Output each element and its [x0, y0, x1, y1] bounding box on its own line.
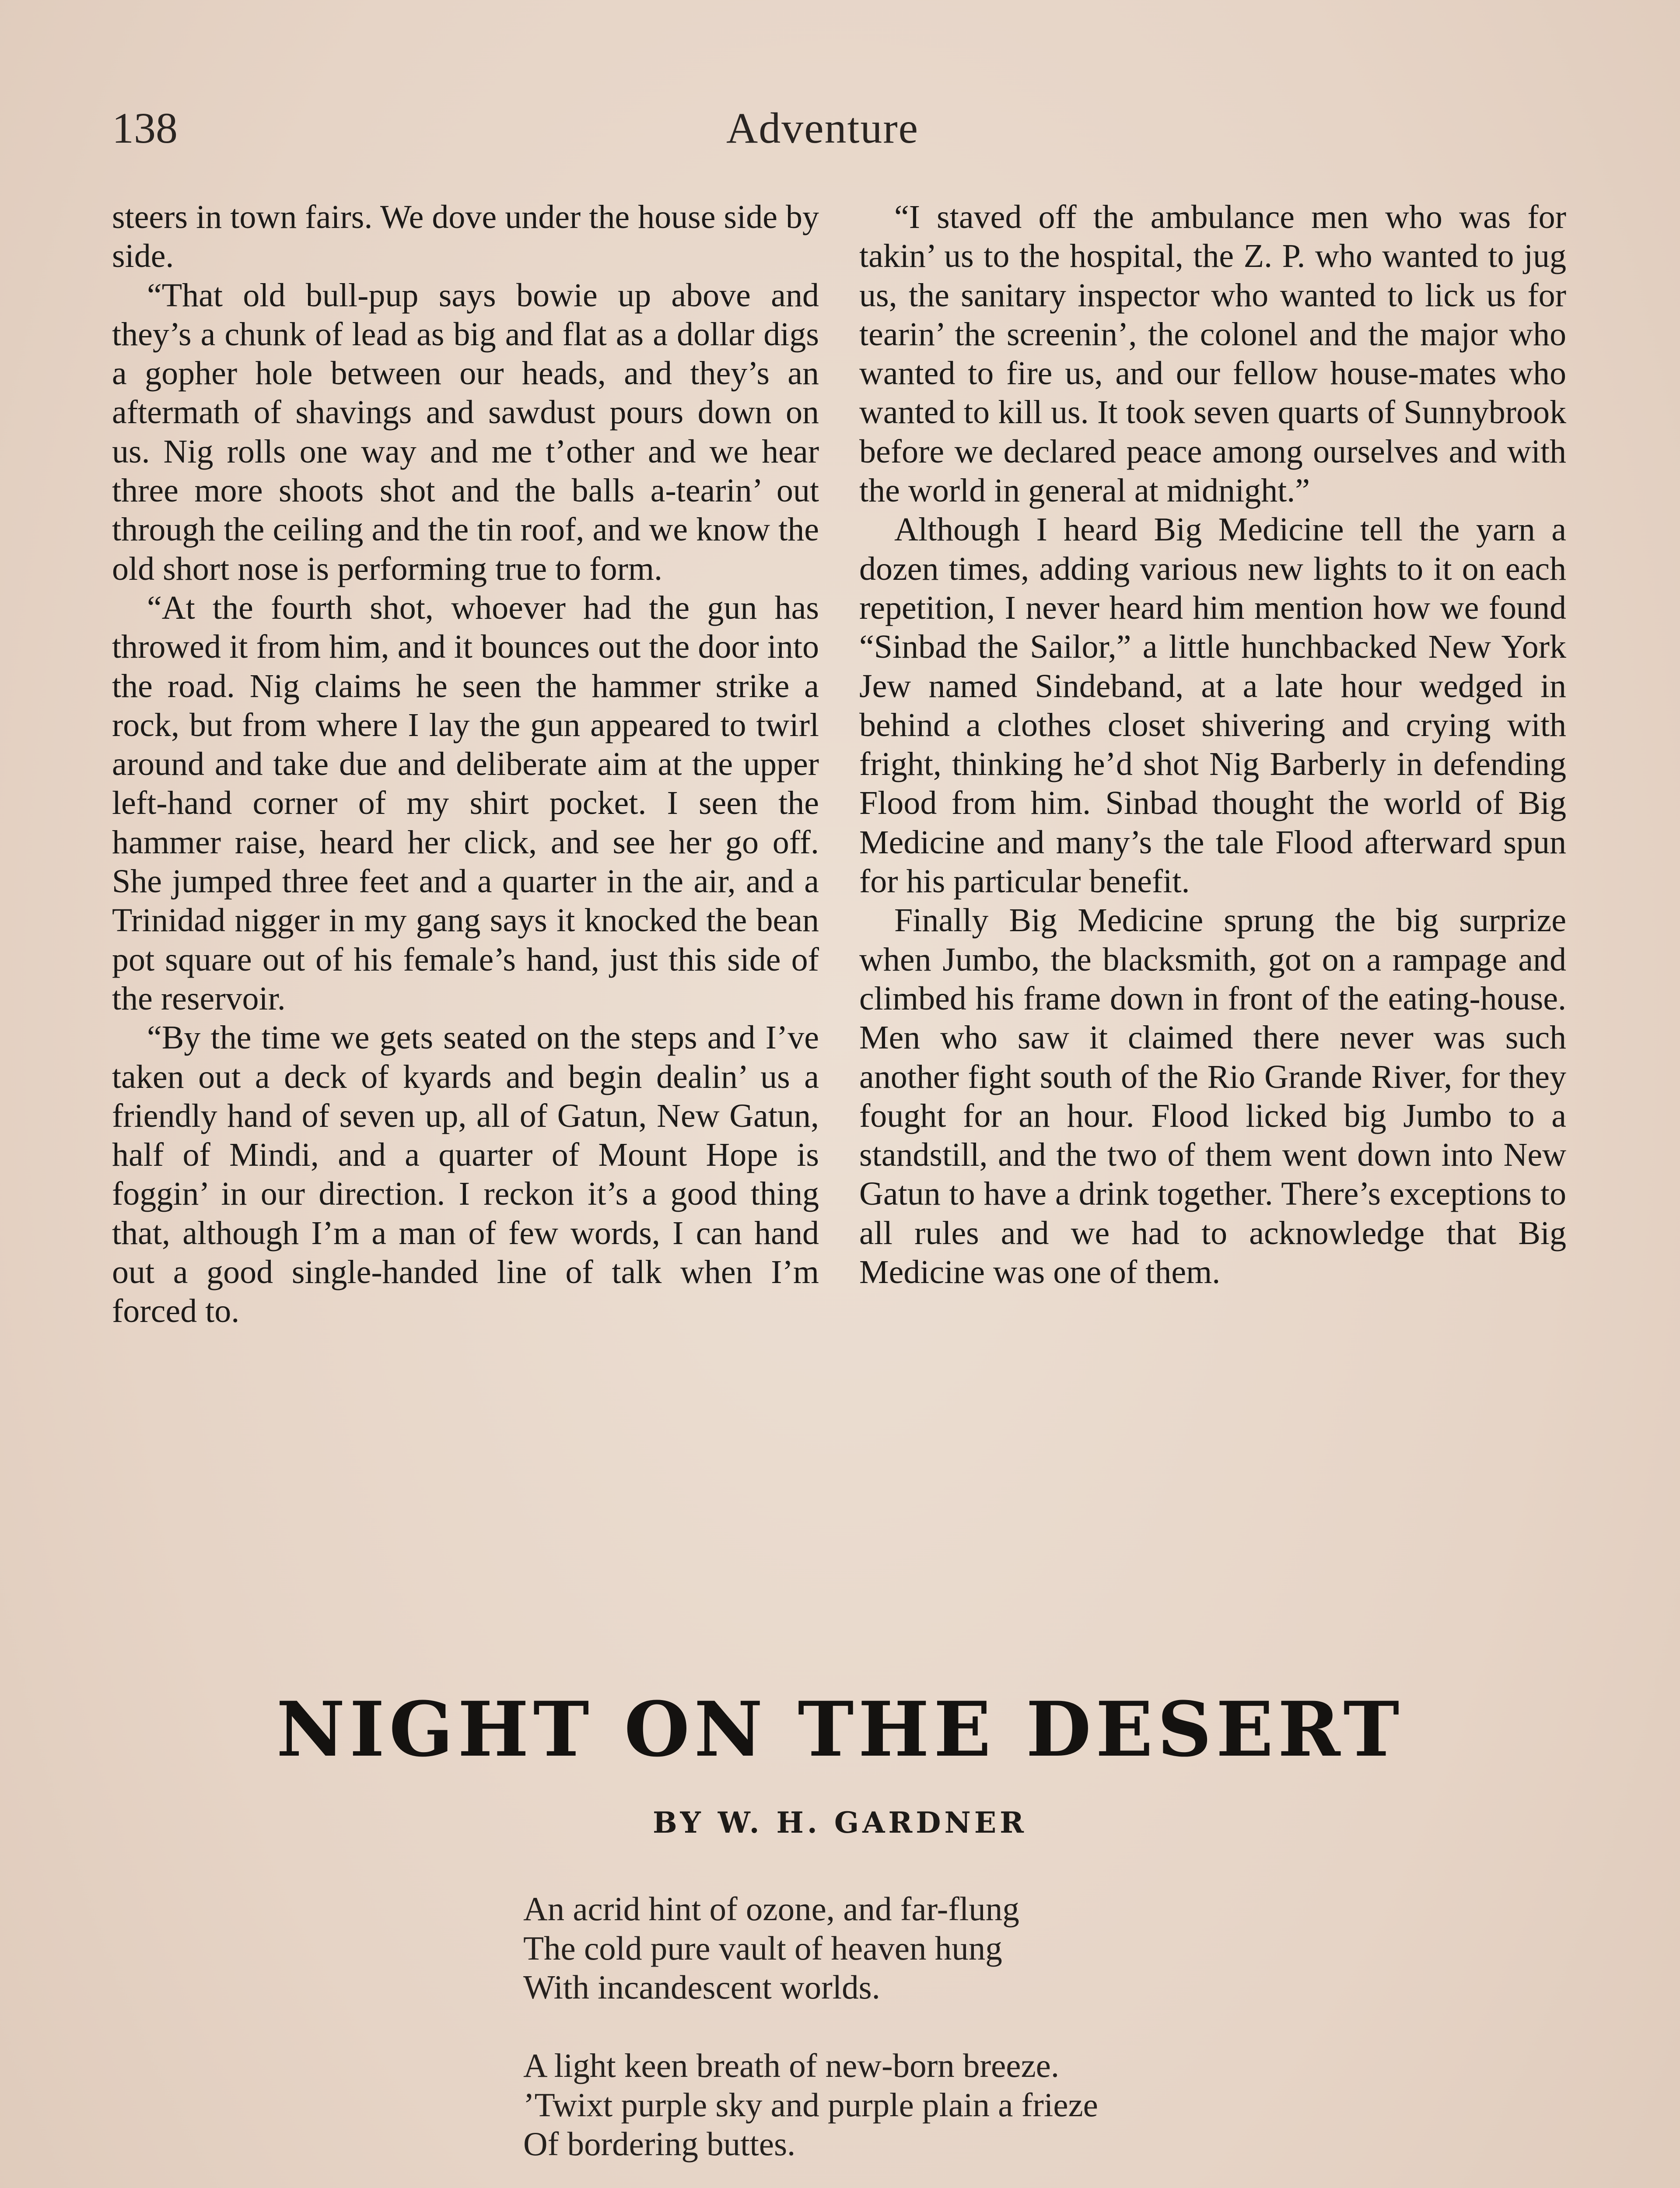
- poem-title: NIGHT ON THE DESERT: [276, 1685, 1404, 1774]
- running-title: Adventure: [726, 104, 919, 152]
- story-paragraph: “I staved off the ambulance men who was for takin’ us to the hospital, the Z. P. who wanted to jug us, the sanitary inspector who wanted to lick us for tearin’ the screenin’, the colonel and the major who wanted to fire us, and our fellow house-mates who wanted to kill us. It took seven quarts of Sunnybrook before we declared peace among ourselves and with the world in general at midnight.”: [859, 199, 1566, 509]
- poem-stanza: [523, 1890, 1099, 2007]
- story-paragraph: Although I heard Big Medicine tell the yarn a dozen times, adding various new lights to it on each repetition, I never heard him mention how we found “Sinbad the Sailor,” a little hunchbacked New York Jew named Sindeband, at a late hour wedged in behind a clothes closet shivering and crying with fright, thinking he’d shot Nig Barberly in defending Flood from him. Sinbad thought the world of Big Medicine and many’s the tale Flood afterward spun for his particular benefit.: [859, 511, 1566, 900]
- poem-stanza: [523, 2046, 1099, 2164]
- poem-line: An acrid hint of ozone, and far-flung: [523, 1890, 1019, 1928]
- story-paragraph: “At the fourth shot, whoever had the gun has throwed it from him, and it bounces out the door into the road. Nig claims he seen the hammer strike a rock, but from where I lay the gun appeared to twirl around and take due and deliberate aim at the upper left-hand corner of my shirt pocket. I seen the hammer raise, heard her click, and see her go off. She jumped three feet and a quarter in the air, and a Trinidad nigger in my gang says it knocked the bean pot square out of his female’s hand, just this side of the reservoir.: [112, 589, 819, 1017]
- page-number: 138: [112, 104, 178, 152]
- story-paragraph: Finally Big Medicine sprung the big surprize when Jumbo, the blacksmith, got on a rampage and climbed his frame down in front of the eating-house. Men who saw it claimed there never was such another fight south of the Rio Grande River, for they fought for an hour. Flood licked big Jumbo to a standstill, and the two of them went down into New Gatun to have a drink together. There’s exceptions to all rules and we had to acknowledge that Big Medicine was one of them.: [859, 902, 1566, 1291]
- poem-body: [523, 1890, 1099, 2188]
- poem-line: Of bordering buttes.: [523, 2125, 796, 2163]
- poem-line: ’Twixt purple sky and purple plain a frieze: [523, 2086, 1098, 2124]
- poem-line: A light keen breath of new-born breeze.: [523, 2047, 1060, 2084]
- story-paragraph: “By the time we gets seated on the steps and I’ve taken out a deck of kyards and begin dealin’ us a friendly hand of seven up, all of Gatun, New Gatun, half of Mindi, and a quarter of Mount Hope is foggin’ in our direction. I reckon it’s a good thing that, although I’m a man of few words, I can hand out a good single-handed line of talk when I’m forced to.: [112, 1019, 819, 1330]
- story-paragraph: steers in town fairs. We dove under the house side by side.: [112, 199, 819, 275]
- story-paragraph: “That old bull-pup says bowie up above and they’s a chunk of lead as big and flat as a dollar digs a gopher hole between our heads, and they’s an aftermath of shavings and sawdust pours down on us. Nig rolls one way and me t’other and we hear three more shoots shot and the balls a-tearin’ out through the ceiling and the tin roof, and we know the old short nose is performing true to form.: [112, 277, 819, 587]
- poem-line: The cold pure vault of heaven hung: [523, 1929, 1002, 1967]
- story-column-left: [112, 198, 819, 1331]
- poem-line: With incandescent worlds.: [523, 1968, 880, 2006]
- poem-byline: BY W. H. GARDNER: [653, 1806, 1027, 1840]
- story-column-right: [859, 198, 1566, 1292]
